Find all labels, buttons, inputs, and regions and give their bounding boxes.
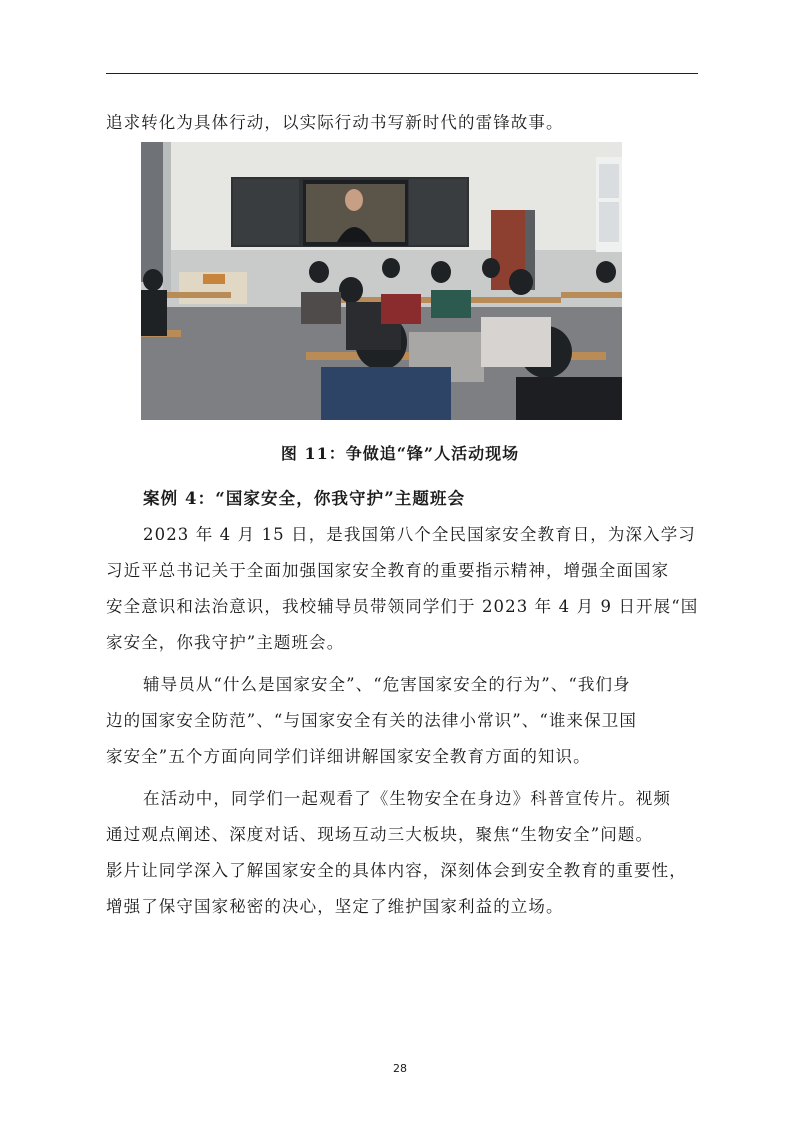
page-number: 28 [393,1062,407,1075]
paragraph-line: 安全意识和法治意识，我校辅导员带领同学们于 2023 年 4 月 9 日开展“国 [106,597,699,616]
classroom-photo [141,142,622,420]
paragraph-line: 2023 年 4 月 15 日，是我国第八个全民国家安全教育日，为深入学习 [143,525,696,544]
paragraph-line: 通过观点阐述、深度对话、现场互动三大板块，聚焦“生物安全”问题。 [106,825,654,844]
paragraph-line: 家安全”五个方面向同学们详细讲解国家安全教育方面的知识。 [106,747,591,766]
paragraph-line: 辅导员从“什么是国家安全”、“危害国家安全的行为”、“我们身 [143,675,631,694]
case-heading: 案例 4：“国家安全，你我守护”主题班会 [143,489,466,508]
paragraph-line: 影片让同学深入了解国家安全的具体内容，深刻体会到安全教育的重要性， [106,861,687,880]
header-rule [106,73,698,74]
paragraph-line: 在活动中，同学们一起观看了《生物安全在身边》科普宣传片。视频 [143,789,671,808]
paragraph-line: 习近平总书记关于全面加强国家安全教育的重要指示精神，增强全面国家 [106,561,670,580]
figure-caption: 图 11：争做追“锋”人活动现场 [280,444,520,463]
paragraph-line: 家安全，你我守护”主题班会。 [106,633,345,652]
paragraph-line: 增强了保守国家秘密的决心，坚定了维护国家利益的立场。 [106,897,564,916]
paragraph-line: 追求转化为具体行动，以实际行动书写新时代的雷锋故事。 [106,113,564,132]
paragraph-line: 边的国家安全防范”、“与国家安全有关的法律小常识”、“谁来保卫国 [106,711,637,730]
